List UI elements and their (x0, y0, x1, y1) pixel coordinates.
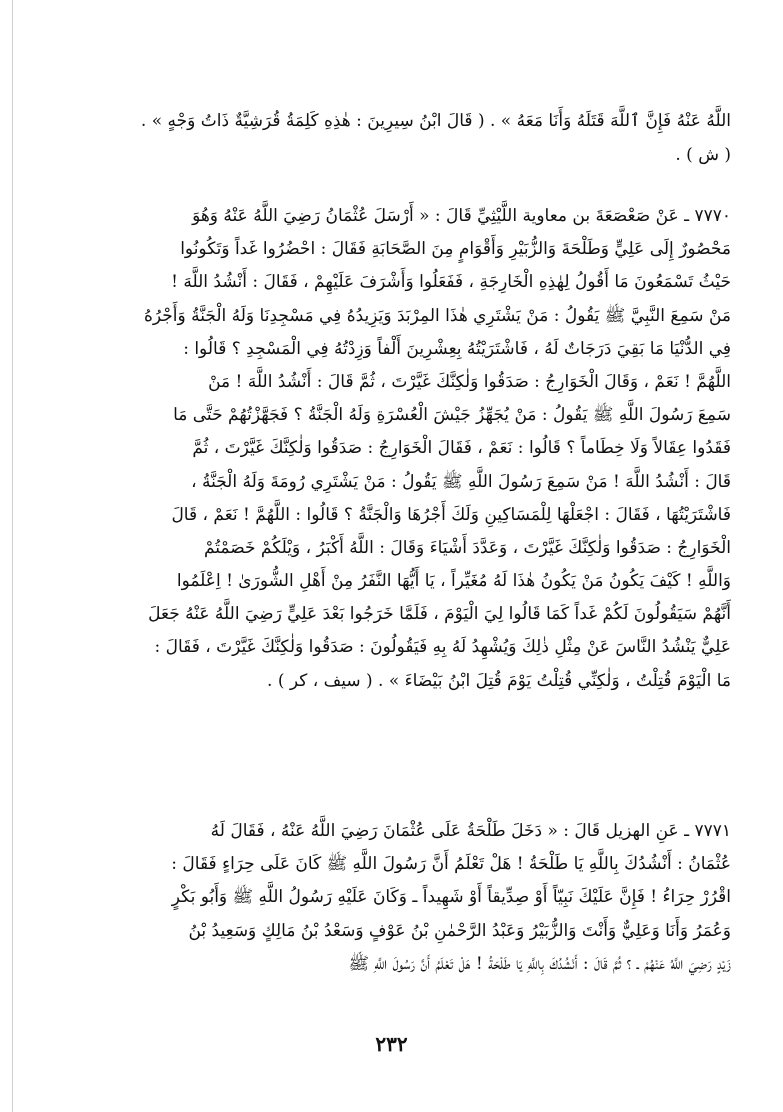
previous-hadith-ending (76, 104, 731, 172)
page-edge-line (12, 0, 13, 1112)
text-line: أَنَّهُمْ سَيَقُولُونَ لَكُمْ غَداً كَمَا قَالُوا لِيَ الْيَوْمَ ، فَلَمَّا خَرَجُوا بَعْدَ عَلِيٍّ رَضِيَ اللَّهُ عَنْهُ جَعَلَ (148, 604, 731, 625)
text-line: وَعُمَرُ وَأَنَا وَعَلِيٌّ وَأَنْتَ وَالزُّبَيْرُ وَعَبْدُ الرَّحْمٰنِ بْنُ عَوْفٍ وَسَعْدُ بْنُ مَالِكٍ وَسَعِيدُ بْنُ (188, 920, 731, 941)
hadith-7771 (76, 815, 731, 981)
hadith-7770 (76, 200, 731, 698)
text-line: ٧٧٧١ ـ عَنِ الهزيل قَالَ : « دَخَلَ طَلْحَةُ عَلَى عُثْمَانَ رَضِيَ اللَّهُ عَنْهُ ، فَقَالَ لَهُ (210, 821, 731, 841)
text-line: الْخَوَارِجُ : صَدَقُوا وَلٰكِنَّكَ غَيَّرْتَ ، وَعَدَّدَ أَشْيَاءَ وَقَالَ : اللَّهُ أَكْبَرُ ، وَيْلَكُمْ خَصَمْتُمْ (203, 537, 731, 558)
text-line: عُثْمَانُ : أَنْشُدُكَ بِاللَّهِ يَا طَلْحَةُ ! هَلْ تَعْلَمُ أَنَّ رَسُولَ اللَّهِ ﷺ كَانَ عَلَى حِرَاءٍ فَقَالَ : (171, 854, 731, 875)
text-line: زَيْدٍ رَضِيَ اللَّهُ عَنْهُمْ ـ ؟ ثُمَّ قَالَ : أَنْشُدُكَ بِاللَّهِ يَا طَلْحَةُ ! هَلْ تَعْلَمُ أَنَّ رَسُولَ اللَّهِ ﷺ (348, 953, 731, 974)
text-line: اللَّهُمَّ ! نَعَمْ ، وَقَالَ الْخَوَارِجُ : صَدَقُوا وَلٰكِنَّكَ غَيَّرْتَ ، ثُمَّ قَالَ : أَنْشُدُ اللَّهَ ! مَنْ (208, 371, 731, 392)
text-line: قَالَ : أَنْشُدُ اللَّهَ ! مَنْ سَمِعَ رَسُولَ اللَّهِ ﷺ يَقُولُ : مَنْ يَشْتَرِي رُومَةَ وَلَهُ الْجَنَّةُ ، (191, 471, 731, 492)
text-line: وَاللَّهِ ! كَيْفَ يَكُونُ مَنْ يَكُونُ هٰذَا لَهُ مُغَيِّراً ، يَا أَيُّهَا النَّفَرُ مِنْ أَهْلِ الشُّورَىٰ ! اِعْلَمُوا (176, 571, 731, 592)
text-line: فَاشْتَرَيْتُهَا ، فَقَالَ : اجْعَلْهَا لِلْمَسَاكِينِ وَلَكَ أَجْرُهَا وَالْجَنَّةُ ؟ قَالُوا : اللَّهُمَّ ! نَعَمْ ، قَالَ (171, 504, 731, 525)
text-line: مَحْصُورٌ إِلَى عَلِيٍّ وَطَلْحَةَ وَالزُّبَيْرِ وَأَقْوَامٍ مِنَ الصَّحَابَةِ فَقَالَ : احْضُرُوا غَداً وَتَكُونُوا (180, 239, 731, 260)
text-line: مَا الْيَوْمَ قُتِلْتُ ، وَلٰكِنِّي قُتِلْتُ يَوْمَ قُتِلَ ابْنُ بَيْضَاءَ » . ( سيف ، كر ) . (267, 670, 731, 691)
text-line: فِي الدُّنْيَا مَا بَقِيَ دَرَجَاتٌ لَهُ ، فَاشْتَرَيْتُهُ بِعِشْرِينَ أَلْفاً وَزِدْتُهُ فِي الْمَسْجِدِ ؟ قَالُوا : (183, 338, 731, 359)
text-line: سَمِعَ رَسُولَ اللَّهِ ﷺ يَقُولُ : مَنْ يُجَهِّزُ جَيْشَ الْعُسْرَةِ وَلَهُ الْجَنَّةُ ؟ فَجَهَّزْتُهُمْ حَتَّى مَا (173, 405, 731, 426)
text-line: فَقَدُوا عِقَالاً وَلَا خِطَاماً ؟ قَالُوا : نَعَمْ ، فَقَالَ الْخَوَارِجُ : صَدَقُوا وَلٰكِنَّكَ غَيَّرْتَ ، ثُمَّ (192, 438, 731, 459)
text-line: حَيْثُ تَسْمَعُونَ مَا أَقُولُ لِهٰذِهِ الْخَارِجَةِ ، فَفَعَلُوا وَأَشْرَفَ عَلَيْهِمْ ، فَقَالَ : أَنْشُدُ اللَّهَ ! (171, 272, 731, 293)
text-line: اقْرُرْ حِرَاءُ ! فَإِنَّ عَلَيْكَ نَبِيّاً أَوْ صِدِّيقاً أَوْ شَهِيداً ـ وَكَانَ عَلَيْهِ رَسُولُ اللَّهِ ﷺ وَأَبُو بَكْرٍ (171, 887, 731, 908)
page-number: ٢٣٢ (375, 1032, 408, 1056)
text-line: اللَّهُ عَنْهُ فَإِنَّ ٱللَّهَ قَتَلَهُ وَأَنَا مَعَهُ » . ( قَالَ ابْنُ سِيرِينَ : هٰذِهِ كَلِمَةُ قُرَشِيَّةٌ ذَاتُ وَجْهٍ » . (140, 111, 731, 131)
text-line: مَنْ سَمِعَ النَّبِيَّ ﷺ يَقُولُ : مَنْ يَشْتَرِي هٰذَا المِرْبَدَ وَيَزِيدُهُ فِي مَسْجِدِنَا وَلَهُ الْجَنَّةُ وَأَجْرُهُ (143, 305, 731, 326)
text-line: عَلِيٌّ يَنْشُدُ النَّاسَ عَنْ مِثْلِ ذٰلِكَ وَيُشْهِدُ لَهُ بِهِ فَيَقُولُونَ : صَدَقُوا وَلٰكِنَّكَ غَيَّرْتَ ، فَقَالَ : (154, 637, 731, 658)
text-line: ٧٧٧٠ ـ عَنْ صَعْصَعَةَ بن معاوية اللَّيْثِيِّ قَالَ : « أَرْسَلَ عُثْمَانُ رَضِيَ اللَّهُ عَنْهُ وَهُوَ (192, 206, 731, 226)
text-line: ( ش ) . (675, 145, 731, 165)
